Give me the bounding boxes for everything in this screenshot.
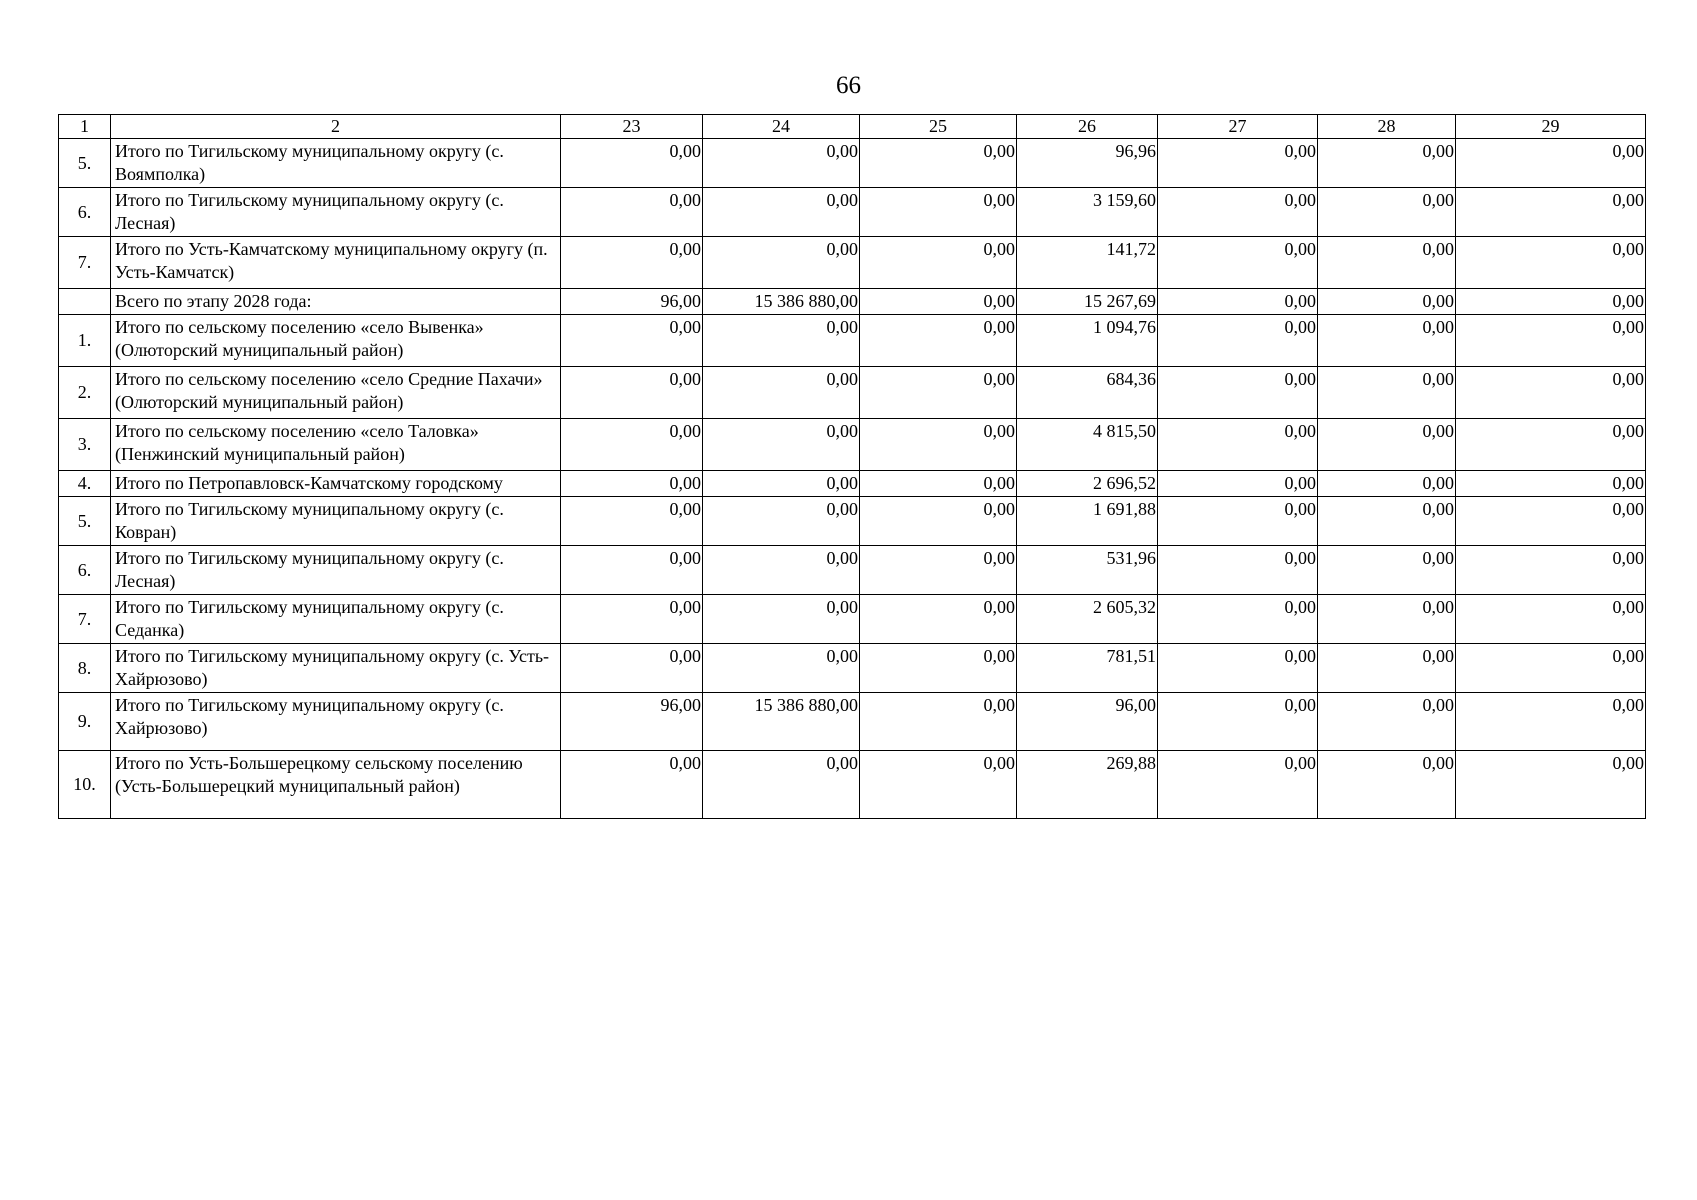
value-cell: 0,00	[1456, 751, 1646, 819]
row-number: 5.	[59, 497, 111, 546]
value-cell: 0,00	[1456, 367, 1646, 419]
value-cell: 0,00	[1318, 751, 1456, 819]
table-row	[59, 497, 1646, 546]
value-cell: 0,00	[860, 751, 1017, 819]
value-cell: 0,00	[703, 595, 860, 644]
row-number: 5.	[59, 139, 111, 188]
value-cell: 0,00	[561, 546, 703, 595]
value-cell: 0,00	[561, 139, 703, 188]
column-number: 27	[1158, 115, 1318, 139]
value-cell: 0,00	[1158, 644, 1318, 693]
value-cell: 4 815,50	[1017, 419, 1158, 471]
value-cell: 0,00	[703, 315, 860, 367]
value-cell: 0,00	[860, 419, 1017, 471]
value-cell: 0,00	[860, 693, 1017, 751]
value-cell: 0,00	[860, 289, 1017, 315]
value-cell: 0,00	[1158, 497, 1318, 546]
value-cell: 0,00	[703, 751, 860, 819]
column-number: 25	[860, 115, 1017, 139]
value-cell: 0,00	[561, 644, 703, 693]
value-cell: 141,72	[1017, 237, 1158, 289]
value-cell: 96,00	[561, 693, 703, 751]
row-number: 3.	[59, 419, 111, 471]
table-row	[59, 693, 1646, 751]
value-cell: 0,00	[1158, 546, 1318, 595]
table-total-row	[59, 289, 1646, 315]
value-cell: 0,00	[860, 367, 1017, 419]
value-cell: 0,00	[1318, 188, 1456, 237]
value-cell: 0,00	[1456, 595, 1646, 644]
value-cell: 0,00	[1158, 471, 1318, 497]
row-number: 10.	[59, 751, 111, 819]
table-row	[59, 367, 1646, 419]
value-cell: 0,00	[561, 315, 703, 367]
value-cell: 0,00	[703, 237, 860, 289]
row-name: Итого по Тигильскому муниципальному округу (с. Воямполка)	[111, 139, 561, 188]
value-cell: 0,00	[1318, 289, 1456, 315]
table-row	[59, 419, 1646, 471]
value-cell: 0,00	[1318, 497, 1456, 546]
value-cell: 0,00	[1158, 419, 1318, 471]
value-cell: 96,96	[1017, 139, 1158, 188]
row-name: Итого по Тигильскому муниципальному округу (с. Седанка)	[111, 595, 561, 644]
value-cell: 0,00	[1456, 693, 1646, 751]
value-cell: 96,00	[561, 289, 703, 315]
value-cell: 0,00	[860, 139, 1017, 188]
table-body	[59, 115, 1646, 819]
column-number: 26	[1017, 115, 1158, 139]
value-cell: 0,00	[1456, 644, 1646, 693]
row-number: 7.	[59, 595, 111, 644]
table-row	[59, 315, 1646, 367]
column-number: 28	[1318, 115, 1456, 139]
value-cell: 684,36	[1017, 367, 1158, 419]
column-number: 23	[561, 115, 703, 139]
row-name: Итого по Усть-Камчатскому муниципальному округу (п. Усть-Камчатск)	[111, 237, 561, 289]
column-number: 24	[703, 115, 860, 139]
value-cell: 0,00	[1456, 546, 1646, 595]
value-cell: 15 267,69	[1017, 289, 1158, 315]
value-cell: 96,00	[1017, 693, 1158, 751]
value-cell: 0,00	[1456, 471, 1646, 497]
value-cell: 0,00	[1158, 751, 1318, 819]
value-cell: 0,00	[1158, 595, 1318, 644]
value-cell: 2 605,32	[1017, 595, 1158, 644]
value-cell: 0,00	[1318, 315, 1456, 367]
value-cell: 0,00	[1318, 237, 1456, 289]
value-cell: 0,00	[561, 751, 703, 819]
column-number-row	[59, 115, 1646, 139]
value-cell: 531,96	[1017, 546, 1158, 595]
value-cell: 0,00	[1456, 188, 1646, 237]
table-row	[59, 546, 1646, 595]
value-cell: 0,00	[1158, 367, 1318, 419]
row-number: 6.	[59, 546, 111, 595]
value-cell: 0,00	[1158, 315, 1318, 367]
row-number: 6.	[59, 188, 111, 237]
value-cell: 0,00	[561, 497, 703, 546]
value-cell: 1 691,88	[1017, 497, 1158, 546]
row-name: Итого по сельскому поселению «село Вывенка» (Олюторский муниципальный район)	[111, 315, 561, 367]
row-name: Итого по Тигильскому муниципальному округу (с. Лесная)	[111, 188, 561, 237]
data-table	[58, 114, 1646, 819]
value-cell: 0,00	[703, 497, 860, 546]
value-cell: 0,00	[1456, 237, 1646, 289]
value-cell: 0,00	[703, 367, 860, 419]
table-row	[59, 139, 1646, 188]
value-cell: 0,00	[860, 497, 1017, 546]
table-row	[59, 237, 1646, 289]
value-cell: 0,00	[1158, 139, 1318, 188]
value-cell: 0,00	[1318, 546, 1456, 595]
row-name: Итого по сельскому поселению «село Таловка» (Пенжинский муниципальный район)	[111, 419, 561, 471]
value-cell: 0,00	[703, 471, 860, 497]
value-cell: 0,00	[860, 315, 1017, 367]
row-number	[59, 289, 111, 315]
row-name: Итого по Петропавловск-Камчатскому городскому	[111, 471, 561, 497]
row-name: Итого по Тигильскому муниципальному округу (с. Лесная)	[111, 546, 561, 595]
row-name: Итого по Тигильскому муниципальному округу (с. Усть-Хайрюзово)	[111, 644, 561, 693]
value-cell: 0,00	[1158, 289, 1318, 315]
value-cell: 0,00	[1318, 471, 1456, 497]
row-number: 1.	[59, 315, 111, 367]
value-cell: 15 386 880,00	[703, 289, 860, 315]
column-number: 29	[1456, 115, 1646, 139]
value-cell: 0,00	[561, 595, 703, 644]
value-cell: 0,00	[1456, 419, 1646, 471]
value-cell: 3 159,60	[1017, 188, 1158, 237]
value-cell: 0,00	[703, 188, 860, 237]
column-number: 1	[59, 115, 111, 139]
table-row	[59, 188, 1646, 237]
value-cell: 0,00	[703, 139, 860, 188]
value-cell: 0,00	[561, 419, 703, 471]
value-cell: 0,00	[1318, 367, 1456, 419]
row-number: 7.	[59, 237, 111, 289]
value-cell: 0,00	[1318, 419, 1456, 471]
row-number: 9.	[59, 693, 111, 751]
value-cell: 0,00	[561, 471, 703, 497]
column-number: 2	[111, 115, 561, 139]
row-name: Итого по Тигильскому муниципальному округу (с. Хайрюзово)	[111, 693, 561, 751]
value-cell: 0,00	[860, 546, 1017, 595]
value-cell: 0,00	[703, 419, 860, 471]
row-name: Итого по Тигильскому муниципальному округу (с. Ковран)	[111, 497, 561, 546]
value-cell: 0,00	[1456, 315, 1646, 367]
value-cell: 1 094,76	[1017, 315, 1158, 367]
table-row	[59, 644, 1646, 693]
value-cell: 0,00	[1318, 693, 1456, 751]
row-number: 2.	[59, 367, 111, 419]
value-cell: 0,00	[561, 188, 703, 237]
value-cell: 0,00	[860, 237, 1017, 289]
value-cell: 0,00	[1158, 188, 1318, 237]
value-cell: 781,51	[1017, 644, 1158, 693]
table-row	[59, 595, 1646, 644]
value-cell: 0,00	[860, 644, 1017, 693]
row-name: Всего по этапу 2028 года:	[111, 289, 561, 315]
table-row	[59, 751, 1646, 819]
row-name: Итого по сельскому поселению «село Средние Пахачи» (Олюторский муниципальный район)	[111, 367, 561, 419]
value-cell: 0,00	[561, 237, 703, 289]
row-number: 8.	[59, 644, 111, 693]
value-cell: 15 386 880,00	[703, 693, 860, 751]
value-cell: 2 696,52	[1017, 471, 1158, 497]
value-cell: 0,00	[1318, 139, 1456, 188]
value-cell: 0,00	[1158, 693, 1318, 751]
value-cell: 269,88	[1017, 751, 1158, 819]
value-cell: 0,00	[1456, 289, 1646, 315]
value-cell: 0,00	[703, 644, 860, 693]
value-cell: 0,00	[1318, 644, 1456, 693]
row-number: 4.	[59, 471, 111, 497]
value-cell: 0,00	[860, 471, 1017, 497]
page-number: 66	[836, 72, 861, 99]
row-name: Итого по Усть-Большерецкому сельскому поселению (Усть-Большерецкий муниципальный район)	[111, 751, 561, 819]
table-row	[59, 471, 1646, 497]
value-cell: 0,00	[1158, 237, 1318, 289]
value-cell: 0,00	[860, 188, 1017, 237]
value-cell: 0,00	[561, 367, 703, 419]
value-cell: 0,00	[860, 595, 1017, 644]
value-cell: 0,00	[703, 546, 860, 595]
value-cell: 0,00	[1318, 595, 1456, 644]
value-cell: 0,00	[1456, 139, 1646, 188]
value-cell: 0,00	[1456, 497, 1646, 546]
